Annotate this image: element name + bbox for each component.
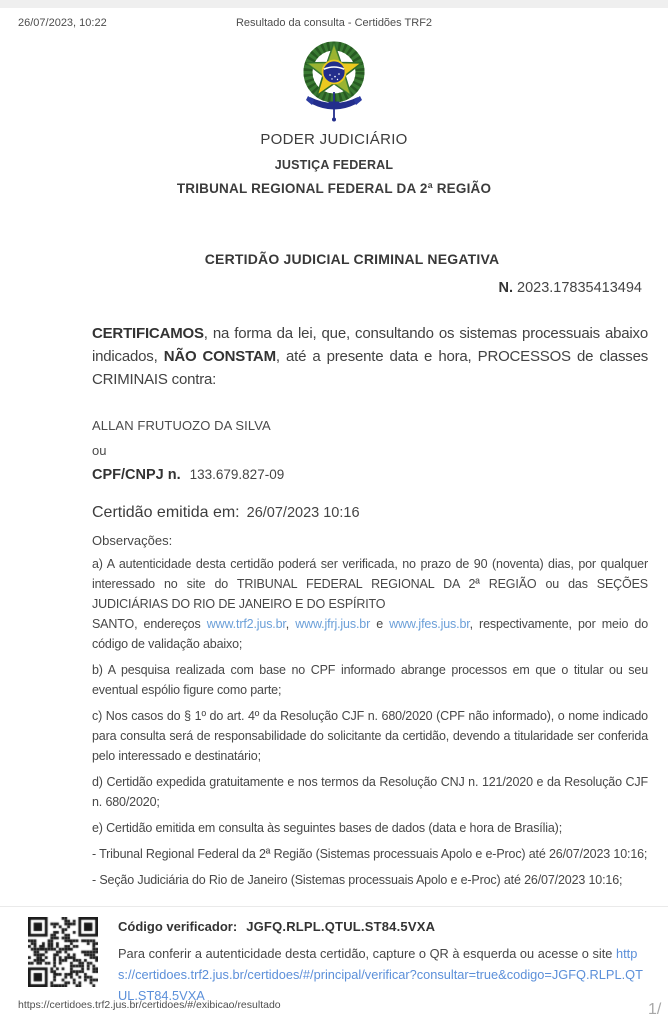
observation-c: c) Nos casos do § 1º do art. 4º da Resolução CJF n. 680/2020 (CPF não informado), o nome indicado para consulta será de responsabilidade do solicitante da certidão, devendo a titularidade ser conferida pelo interessado e destinatário; bbox=[92, 709, 648, 763]
page-number: 1/ bbox=[648, 1001, 662, 1018]
certificate-body bbox=[92, 251, 648, 890]
section-divider bbox=[0, 906, 668, 907]
verification-instruction: Para conferir a autenticidade desta certidão, capture o QR à esquerda ou acesse o site https://certidoes.trf2.jus.br/certidoes/#/principal/verificar?consultar=true&codigo=JGFQ.RLPL.QTUL.ST84.5VXA bbox=[118, 946, 643, 1003]
link-jfrj[interactable]: www.jfrj.jus.br bbox=[295, 617, 371, 631]
print-header bbox=[0, 17, 668, 31]
observation-a: a) A autenticidade desta certidão poderá ser verificada, no prazo de 90 (noventa) dias, por qualquer interessado no site do TRIBUNAL FEDERAL REGIONAL DA 2ª REGIÃO ou das SEÇÕES JUDICIÁRIAS DO RIO DE JANEIRO E DO ESPÍRITO SANTO, endereços www.trf2.jus.br, www.jfrj.jus.br e www.jfes.jus.br, respectivamente, por meio do código de validação abaixo; bbox=[92, 557, 648, 651]
issued-label: Certidão emitida em: bbox=[92, 504, 240, 521]
cpf-label: CPF/CNPJ n. bbox=[92, 467, 181, 483]
org-line-poder-judiciario: PODER JUDICIÁRIO bbox=[260, 131, 408, 148]
verification-section bbox=[28, 914, 648, 1006]
certificate-number bbox=[92, 280, 648, 296]
browser-edge-strip bbox=[0, 0, 668, 8]
certificate-number-label: N. bbox=[498, 280, 513, 296]
print-footer-url: https://certidoes.trf2.jus.br/certidoes/#/exibicao/resultado bbox=[18, 999, 281, 1011]
verification-link[interactable]: https://certidoes.trf2.jus.br/certidoes/#/principal/verificar?consultar=true&codigo=JGFQ.RLPL.QTUL.ST84.5VXA bbox=[118, 946, 643, 1003]
verification-text bbox=[118, 914, 648, 1006]
database-line-sjrj: - Seção Judiciária do Rio de Janeiro (Sistemas processuais Apolo e e-Proc) até 26/07/2023 10:16; bbox=[92, 873, 623, 887]
observation-e: e) Certidão emitida em consulta às seguintes bases de dados (data e hora de Brasília); bbox=[92, 821, 563, 835]
subject-cpf bbox=[92, 467, 648, 483]
observation-d: d) Certidão expedida gratuitamente e nos termos da Resolução CNJ n. 121/2020 e da Resolução CJF n. 680/2020; bbox=[92, 775, 648, 809]
print-datetime: 26/07/2023, 10:22 bbox=[18, 17, 107, 29]
print-title: Resultado da consulta - Certidões TRF2 bbox=[235, 17, 433, 29]
cpf-value: 133.679.827-09 bbox=[189, 467, 285, 482]
subject-name: ALLAN FRUTUOZO DA SILVA bbox=[92, 418, 271, 433]
observation-b: b) A pesquisa realizada com base no CPF informado abrange processos em que o titular ou seu eventual espólio figure como parte; bbox=[92, 663, 648, 697]
statement-nao-constam: NÃO CONSTAM bbox=[163, 348, 276, 365]
certificate-title: CERTIDÃO JUDICIAL CRIMINAL NEGATIVA bbox=[204, 251, 500, 267]
verifier-code-label: Código verificador: bbox=[118, 919, 238, 934]
subject-or-label: ou bbox=[92, 443, 107, 458]
statement-certificamos: CERTIFICAMOS bbox=[92, 325, 204, 342]
emblem-wrap bbox=[0, 38, 668, 127]
verifier-code-value: JGFQ.RLPL.QTUL.ST84.5VXA bbox=[246, 919, 436, 934]
issued-value: 26/07/2023 10:16 bbox=[246, 505, 360, 521]
link-jfes[interactable]: www.jfes.jus.br bbox=[389, 617, 470, 631]
issued-line bbox=[92, 504, 648, 522]
verifier-code-line bbox=[118, 919, 648, 934]
certification-statement: CERTIFICAMOS, na forma da lei, que, consultando os sistemas processuais abaixo indicados, NÃO CONSTAM, até a presente data e hora, PROCESSOS de classes CRIMINAIS contra: bbox=[92, 325, 649, 388]
certificate-number-value: 2023.17835413494 bbox=[517, 280, 642, 296]
brazil-coat-of-arms-icon bbox=[294, 38, 374, 122]
qr-code bbox=[28, 917, 98, 987]
org-line-tribunal: TRIBUNAL REGIONAL FEDERAL DA 2ª REGIÃO bbox=[176, 181, 492, 196]
observations-label: Observações: bbox=[92, 533, 173, 548]
database-line-trf2: - Tribunal Regional Federal da 2ª Região (Sistemas processuais Apolo e e-Proc) até 26/07/2023 10:16; bbox=[92, 847, 648, 861]
org-line-justica-federal: JUSTIÇA FEDERAL bbox=[274, 158, 394, 172]
link-trf2[interactable]: www.trf2.jus.br bbox=[206, 617, 286, 631]
